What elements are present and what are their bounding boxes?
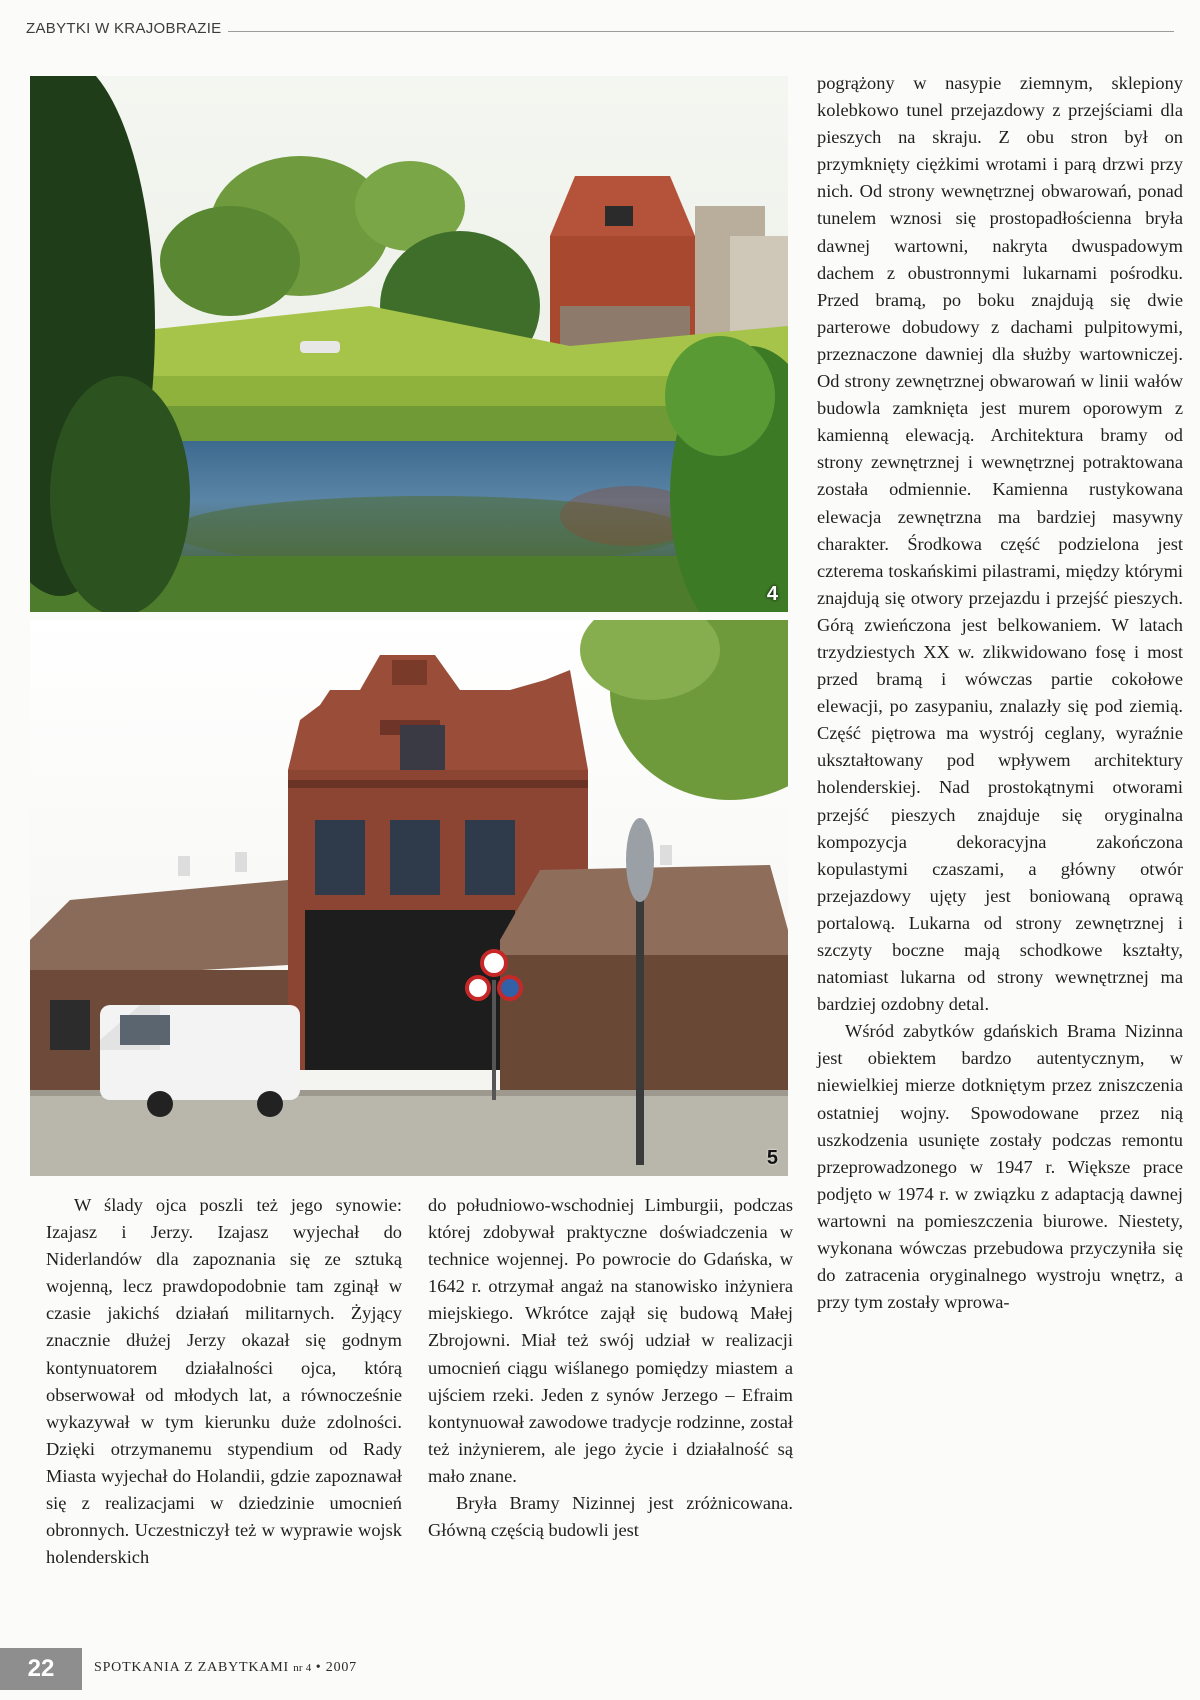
paragraph: do południowo-wschodniej Limburgii, podczas której zdobywał praktyczne doświadczenia w technice wojennej. Po powrocie do Gdańska, w 1642 r. otrzymał angaż na stanowisko inżyniera miejskiego. Wkrótce zajął się budową Małej Zbrojowni. Miał też swój udział w realizacji umocnień ciągu wiślanego pomiędzy miastem a ujściem rzeki. Jeden z synów Jerzego – Efraim kontynuował zawodowe tradycje rodzinne, został też inżynierem, ale jego życie i działalność są mało znane. <box>428 1195 793 1486</box>
photo-4-illustration <box>30 76 788 612</box>
section-title: ZABYTKI W KRAJOBRAZIE <box>26 20 228 37</box>
photo-5-gate-street <box>30 620 788 1176</box>
article-column-left <box>46 1192 402 1571</box>
journal-separator: • <box>315 1660 322 1675</box>
photo-4-pond-gate <box>30 76 788 612</box>
article-column-middle <box>428 1192 793 1544</box>
paragraph: W ślady ojca poszli też jego synowie: Izajasz i Jerzy. Izajasz wyjechał do Niderlandów dla zapoznania się ze sztuką wojenną, lecz prawdopodobnie tam zginął w czasie jakichś działań militarnych. Żyjący znacznie dłużej Jerzy okazał się godnym kontynuatorem działalności ojca, którą obserwował od młodych lat, a równocześnie wykazywał w tym kierunku duże zdolności. Dzięki otrzymanemu stypendium od Rady Miasta wyjechał do Holandii, gdzie zapoznawał się z realizacjami w dziedzinie umocnień obronnych. Uczestniczył też w wyprawie wojsk holenderskich <box>46 1195 402 1568</box>
page-footer <box>0 1648 600 1690</box>
journal-issue: nr 4 <box>293 1662 312 1674</box>
article-column-right <box>817 70 1183 1316</box>
paragraph: Wśród zabytków gdańskich Brama Nizinna jest obiektem bardzo autentycznym, w niewielkiej mierze dotkniętym przez zniszczenia ostatniej wojny. Spowodowane przez nią uszkodzenia usunięte zostały podczas remontu przeprowadzonego w 1947 r. Większe prace podjęto w 1974 r. w związku z adaptacją dawnej wartowni na pomieszczenia biurowe. Niestety, wykonana wówczas przebudowa przyczyniła się do zatracenia oryginalnego wystroju wnętrz, a przy tym zostały wprowa- <box>817 1021 1183 1313</box>
paragraph: Bryła Bramy Nizinnej jest zróżnicowana. Główną częścią budowli jest <box>428 1493 793 1541</box>
journal-year: 2007 <box>325 1660 357 1675</box>
photo-5-illustration <box>30 620 788 1176</box>
paragraph: pogrążony w nasypie ziemnym, sklepiony kolebkowo tunel przejazdowy z przejściami dla pieszych na skraju. Z obu stron był on przymknięty ciężkimi wrotami i parą drzwi przy nich. Od strony wewnętrznej obwarowań, ponad tunelem wznosi się prostopadłościenna bryła dawnej wartowni, nakryta dwuspadowym dachem z obustronnymi lukarnami pośrodku. Przed bramą, po boku znajdują się dwie parterowe dobudowy z dachami pulpitowymi, przeznaczone dawniej dla służby wartowniczej. Od strony zewnętrznej obwarowań w linii wałów budowla zamknięta jest murem oporowym z kamienną elewacją. Architektura bramy od strony zewnętrznej i wewnętrznej potraktowana została odmiennie. Kamienna rustykowana elewacja zewnętrzna ma bardziej masywny charakter. Środkowa część podzielona jest czterema toskańskimi pilastrami, między którymi znajdują się otwory przejazdu i przejść pieszych. Górą zwieńczona jest belkowaniem. W latach trzydziestych XX w. zlikwidowano fosę i most przed bramą i wówczas partie cokołowe elewacji, po zasypaniu, znalazły się pod ziemią. Część piętrowa ma wystrój ceglany, wyraźnie ukształtowany pod wpływem architektury holenderskiej. Nad prostokątnymi otworami przejść pieszych znajduje się oryginalna kompozycja dekoracyjna zakończona kopulastymi czaszami, a główny otwór przejazdowy ujęty jest boniowaną oprawą portalową. Lukarna od strony zewnętrznej i szczyty boczne mają schodkowe kształty, natomiast lukarna od strony wewnętrznej ma bardziej ozdobny detal. <box>817 73 1183 1015</box>
journal-info <box>94 1660 357 1676</box>
journal-title: SPOTKANIA Z ZABYTKAMI <box>94 1660 289 1675</box>
photo-5-number: 5 <box>766 1147 778 1169</box>
page-number: 22 <box>0 1648 82 1690</box>
photo-4-number: 4 <box>766 583 778 605</box>
section-header <box>26 20 1174 44</box>
